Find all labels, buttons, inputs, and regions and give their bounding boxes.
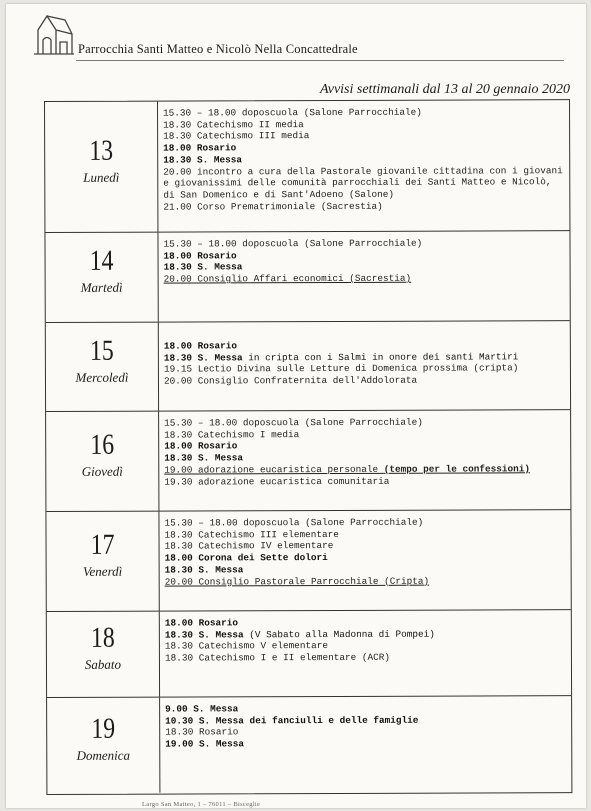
church-logo-icon (32, 10, 76, 56)
event-item (163, 200, 563, 213)
day-row (46, 410, 570, 512)
day-number: 16 (90, 428, 115, 461)
event-list (164, 516, 564, 588)
event-text-suffix: in cripta con i Salmi in onore dei santi Martiri (242, 351, 519, 364)
day-label-cell (46, 512, 159, 611)
event-list (165, 702, 565, 750)
event-text: 18.30 S. Messa (163, 154, 242, 166)
day-label-cell (45, 233, 158, 322)
event-list (164, 416, 564, 488)
event-text: 9.00 S. Messa (165, 703, 239, 715)
day-name: Domenica (76, 747, 131, 763)
day-label-cell (47, 698, 160, 793)
event-text: 18.00 Rosario (163, 142, 237, 154)
day-number: 18 (90, 621, 115, 654)
event-text: 18.30 S. Messa (164, 452, 244, 464)
event-text-suffix: (V Sabato alla Madonna di Pompei) (243, 628, 435, 641)
day-name: Martedì (80, 279, 123, 295)
event-list (165, 616, 565, 664)
event-list (163, 106, 569, 213)
event-text: 18.00 Rosario (163, 340, 238, 352)
day-name: Lunedì (83, 169, 120, 185)
event-text-suffix: (tempo per le confessioni) (383, 463, 531, 475)
event-text: 18.30 S. Messa (163, 352, 243, 364)
event-item (164, 272, 564, 285)
event-text: 18.00 Corona dei Sette dolori (164, 552, 328, 564)
event-text: 19.00 adorazione eucaristica personale (164, 463, 384, 476)
event-text: 18.30 Catechismo III media (163, 130, 310, 142)
event-text: 19.00 S. Messa (165, 738, 245, 750)
day-row (45, 231, 569, 323)
event-text: 18.30 S. Messa (164, 629, 244, 641)
event-item (165, 651, 565, 664)
event-text: 15.30 – 18.00 doposcuola (Salone Parrocchiale) (164, 416, 423, 429)
day-label-cell (46, 323, 159, 411)
day-row (45, 100, 569, 233)
event-text: 18.30 Catechismo I e II elementare (ACR) (164, 651, 391, 664)
day-name: Giovedì (81, 463, 123, 479)
notice-sheet (6, 4, 586, 808)
day-row (47, 696, 571, 793)
event-item (164, 363, 564, 376)
event-text: 20.00 incontro a cura della Pastorale giovanile cittadina con i giovani e giovanissimi delle comunità parrocchiali dei Santi Matteo e Nicolò, di San Domenico e di Sant'Adoeno (Salone) (163, 164, 569, 201)
event-text: 20.00 Consiglio Confraternita dell'Addolorata (163, 374, 418, 387)
day-number: 19 (91, 712, 116, 745)
parish-name: Parrocchia Santi Matteo e Nicolò Nella Concattedrale (78, 42, 358, 56)
event-text: 21.00 Corso Prematrimoniale (Sacrestia) (163, 200, 383, 213)
day-number: 15 (89, 334, 114, 367)
event-text: 19.15 Lectio Divina sulle Letture di Domenica prossima (cripta) (163, 362, 519, 375)
event-list (164, 339, 564, 387)
event-text: 10.30 S. Messa dei fanciulli e delle famiglie (165, 714, 419, 727)
notice-title: Avvisi settimanali dal 13 al 20 gennaio 2020 (319, 82, 570, 97)
event-text: 18.30 Catechismo III elementare (164, 528, 339, 541)
event-text: 20.00 Consiglio Pastorale Parrocchiale (Cripta) (164, 575, 430, 588)
event-text: 20.00 Consiglio Affari economici (Sacrestia) (163, 272, 412, 285)
header-divider (76, 60, 564, 61)
weekly-schedule-table (44, 99, 572, 795)
event-text: 18.30 Catechismo I media (164, 428, 300, 441)
day-number: 13 (89, 134, 114, 167)
event-text: 18.00 Rosario (163, 250, 237, 262)
event-text: 15.30 – 18.00 doposcuola (Salone Parrocchiale) (163, 106, 422, 119)
event-item (165, 737, 565, 750)
event-text: 19.30 adorazione eucaristica comunitaria (164, 475, 390, 488)
day-name: Mercoledì (75, 369, 129, 385)
day-row (46, 321, 570, 412)
day-row (46, 510, 570, 612)
event-text: 18.30 S. Messa (164, 564, 244, 576)
event-text: 15.30 – 18.00 doposcuola (Salone Parrocchiale) (163, 237, 423, 250)
event-text: 18.30 Catechismo V elementare (164, 640, 329, 652)
event-item (163, 164, 569, 202)
day-name: Venerdì (82, 563, 123, 579)
event-item (164, 475, 564, 488)
event-text: 18.30 Rosario (165, 726, 239, 738)
day-number: 14 (89, 244, 114, 277)
footer-address: Largo San Matteo, 1 – 76011 – Bisceglie (142, 801, 261, 808)
day-label-cell (47, 612, 160, 697)
event-text: 18.30 S. Messa (163, 261, 243, 273)
day-name: Sabato (84, 656, 122, 672)
event-text: 18.00 Rosario (164, 440, 238, 452)
event-text: 18.30 Catechismo II media (163, 118, 304, 131)
day-row (47, 610, 571, 698)
day-number: 17 (90, 528, 115, 561)
day-label-cell (46, 412, 159, 511)
day-label-cell (45, 102, 158, 232)
event-text: 18.30 Catechismo IV elementare (164, 540, 334, 552)
event-list (163, 237, 563, 285)
event-item (164, 374, 564, 387)
event-text: 15.30 – 18.00 doposcuola (Salone Parrocchiale) (164, 516, 424, 529)
event-item (164, 463, 564, 476)
event-text: 18.00 Rosario (164, 617, 238, 629)
event-item (165, 575, 565, 588)
